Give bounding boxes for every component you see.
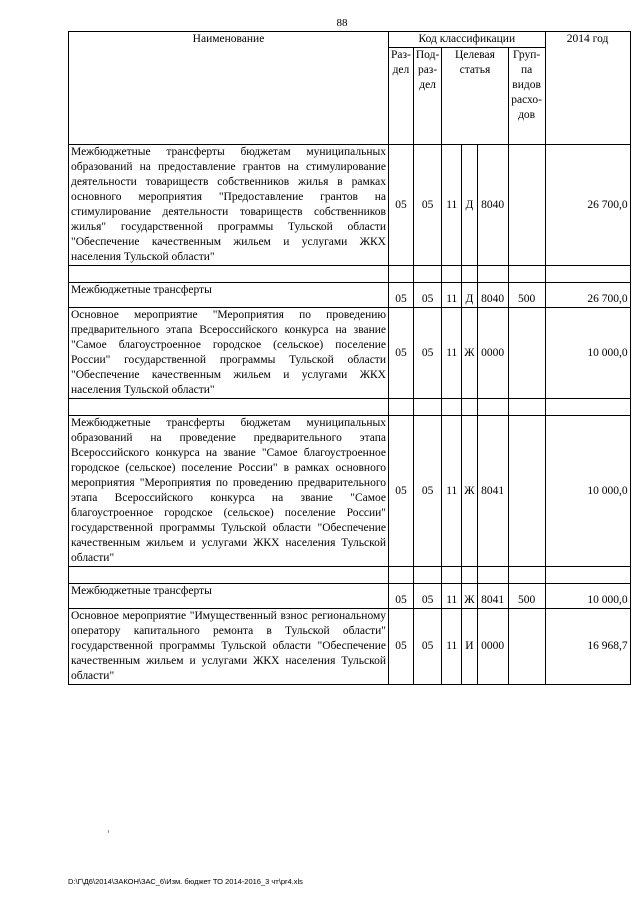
row-expense-group <box>508 145 545 266</box>
row-amount: 26 700,0 <box>545 145 630 266</box>
page-number: 88 <box>336 17 348 29</box>
row-amount: 10 000,0 <box>545 584 630 609</box>
row-amount: 16 968,7 <box>545 609 630 685</box>
row-expense-group <box>508 609 545 685</box>
table-row <box>69 283 631 308</box>
row-target-program: 11 <box>442 609 462 685</box>
row-target-program: 11 <box>442 416 462 567</box>
row-subsection: 05 <box>413 145 441 266</box>
row-amount: 10 000,0 <box>545 308 630 399</box>
row-target-program: 11 <box>442 283 462 308</box>
row-name: Основное мероприятие "Мероприятия по проведению предварительного этапа Всероссийского конкурса на звание "Самое благоустроенное городское (сельское) поселение России" государственной программы Тульской области "Обеспечение качественным жильем и услугами ЖКХ населения Тульской области" <box>69 308 389 399</box>
table-row <box>69 584 631 609</box>
row-name: Межбюджетные трансферты <box>69 584 389 609</box>
budget-table <box>68 31 631 685</box>
row-name: Основное мероприятие "Имущественный взнос региональному оператору капитального ремонта в Тульской области" государственной программы Тульской области "Обеспечение качественным жильем и услугами ЖКХ населения Тульской области" <box>69 609 389 685</box>
row-subsection: 05 <box>413 308 441 399</box>
row-subsection: 05 <box>413 584 441 609</box>
row-target-letter: Д <box>462 283 477 308</box>
row-target-code: 8040 <box>477 145 508 266</box>
row-name: Межбюджетные трансферты бюджетам муниципальных образований на проведение предварительного этапа Всероссийского конкурса на звание "Самое благоустроенное городское (сельское) поселение России" в рамках основного мероприятия "Мероприятия по проведению предварительного этапа Всероссийского конкурса на звание "Самое благоустроенное городское (сельское) поселение России" государственной программы Тульской области "Обеспечение качественным жильем и услугами ЖКХ населения Тульской области" <box>69 416 389 567</box>
row-section: 05 <box>389 584 414 609</box>
row-target-letter: Д <box>462 145 477 266</box>
spacer-row <box>69 266 631 283</box>
row-expense-group: 500 <box>508 584 545 609</box>
row-subsection: 05 <box>413 416 441 567</box>
row-target-letter: Ж <box>462 584 477 609</box>
row-subsection: 05 <box>413 283 441 308</box>
row-target-letter: И <box>462 609 477 685</box>
row-section: 05 <box>389 416 414 567</box>
table-row <box>69 145 631 266</box>
header-expense-group: Груп- па видов расхо- дов <box>508 48 545 145</box>
header-year: 2014 год <box>545 32 630 145</box>
row-name: Межбюджетные трансферты бюджетам муниципальных образований на предоставление грантов на стимулирование деятельности товариществ собственников жилья в рамках основного мероприятия "Предоставление грантов на стимулирование деятельности товариществ собственников жилья" государственной программы Тульской области "Обеспечение качественным жильем и услугами ЖКХ населения Тульской области" <box>69 145 389 266</box>
row-section: 05 <box>389 145 414 266</box>
row-target-letter: Ж <box>462 308 477 399</box>
row-section: 05 <box>389 609 414 685</box>
row-expense-group <box>508 308 545 399</box>
header-row-1 <box>69 32 631 48</box>
row-amount: 10 000,0 <box>545 416 630 567</box>
row-target-program: 11 <box>442 145 462 266</box>
table-row <box>69 416 631 567</box>
spacer-row <box>69 399 631 416</box>
row-target-code: 8040 <box>477 283 508 308</box>
header-section: Раз- дел <box>389 48 414 145</box>
row-target-program: 11 <box>442 308 462 399</box>
header-name: Наименование <box>69 32 389 145</box>
row-section: 05 <box>389 283 414 308</box>
row-amount: 26 700,0 <box>545 283 630 308</box>
table-row <box>69 609 631 685</box>
spacer-row <box>69 567 631 584</box>
row-name: Межбюджетные трансферты <box>69 283 389 308</box>
row-section: 05 <box>389 308 414 399</box>
row-expense-group <box>508 416 545 567</box>
row-target-program: 11 <box>442 584 462 609</box>
row-subsection: 05 <box>413 609 441 685</box>
row-target-code: 0000 <box>477 308 508 399</box>
row-expense-group: 500 <box>508 283 545 308</box>
header-subsection: Под- раз- дел <box>413 48 441 145</box>
file-path-footer: D:\Г\Д6\2014\ЗАКОН\ЗАС_6\Изм. бюджет ТО 2014-2016_3 чт\pr4.xls <box>68 877 303 886</box>
row-target-letter: Ж <box>462 416 477 567</box>
row-target-code: 0000 <box>477 609 508 685</box>
row-target-code: 8041 <box>477 584 508 609</box>
header-classification: Код классификации <box>389 32 546 48</box>
scan-mark <box>108 830 109 833</box>
header-target-article: Целевая статья <box>442 48 508 145</box>
row-target-code: 8041 <box>477 416 508 567</box>
table-row <box>69 308 631 399</box>
